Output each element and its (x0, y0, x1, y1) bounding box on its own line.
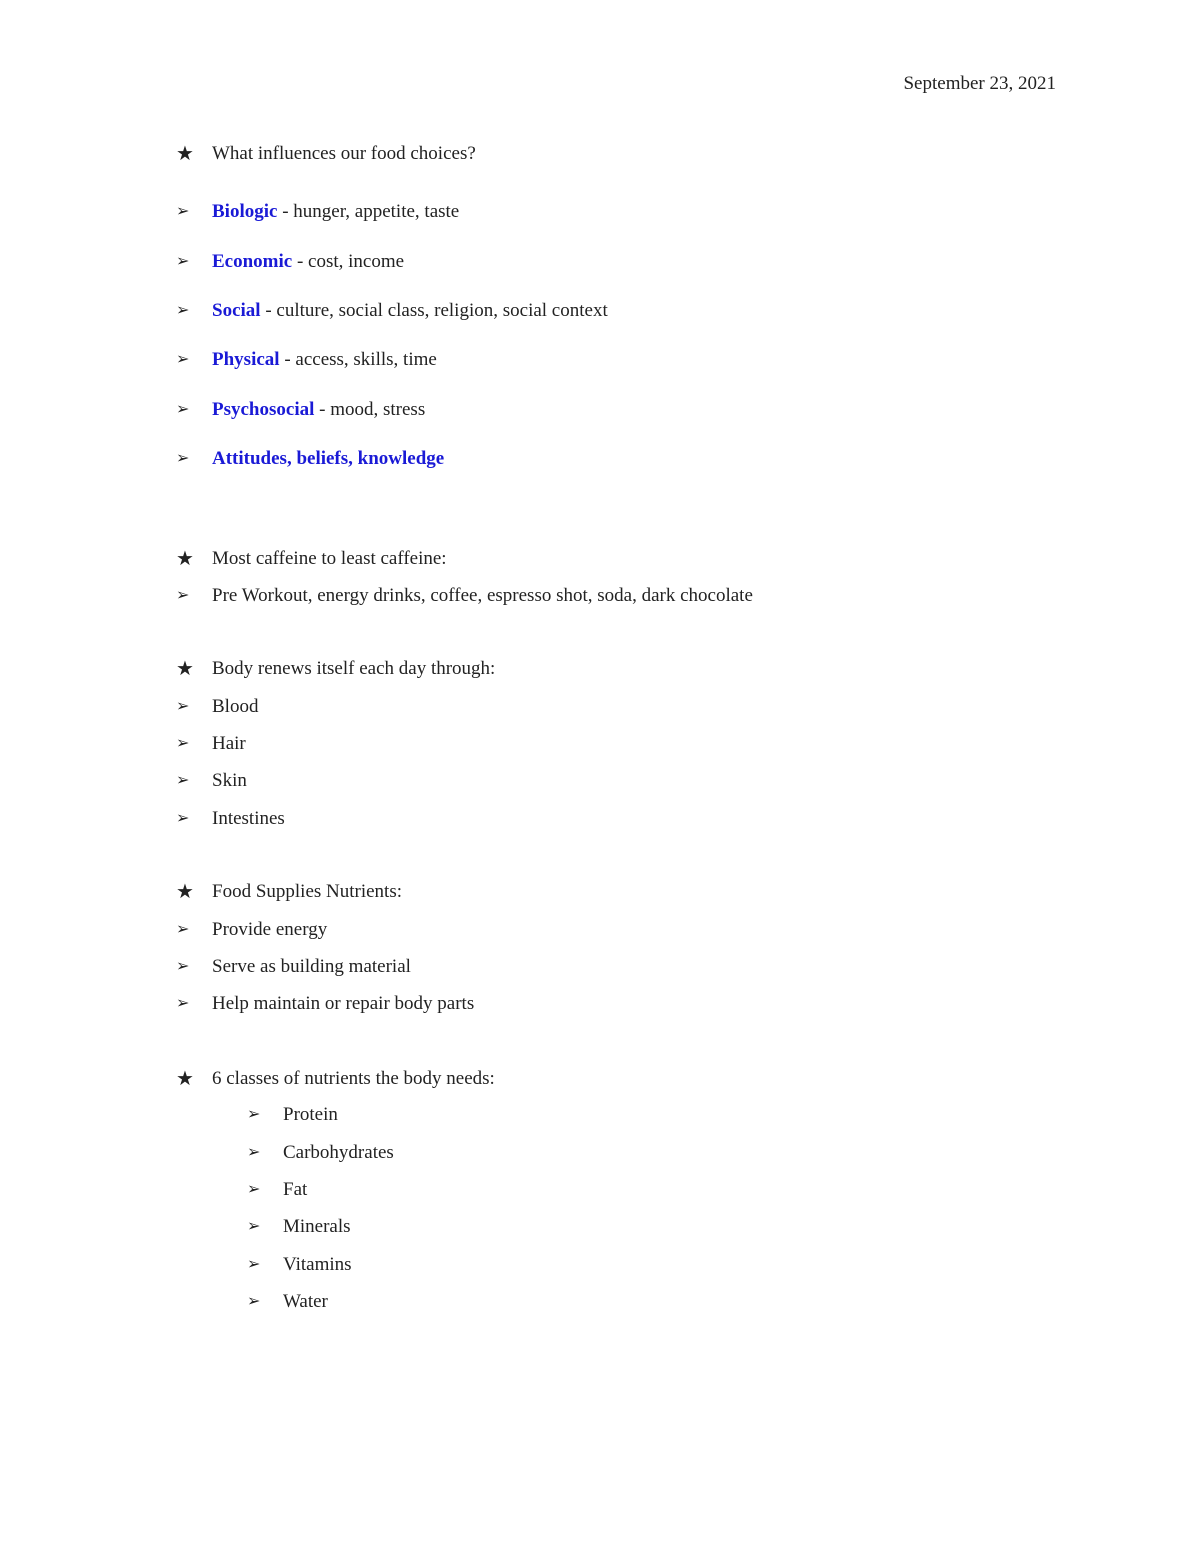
star-bullet-icon: ★ (176, 658, 194, 680)
arrow-bullet-icon: ➢ (247, 1106, 261, 1123)
arrow-bullet-icon: ➢ (176, 401, 190, 418)
star-bullet-icon: ★ (176, 548, 194, 570)
arrow-bullet-icon: ➢ (176, 253, 190, 270)
list-item-economic (212, 250, 404, 274)
list-item-social (212, 299, 608, 323)
list-item: Water (283, 1291, 328, 1312)
star-bullet-icon: ★ (176, 143, 194, 165)
list-item-physical (212, 348, 437, 372)
arrow-bullet-icon: ➢ (176, 587, 190, 604)
term-description: - cost, income (292, 251, 405, 272)
term-description: - culture, social class, religion, social context (260, 300, 608, 321)
list-item: Vitamins (283, 1254, 352, 1275)
arrow-bullet-icon: ➢ (176, 921, 190, 938)
arrow-bullet-icon: ➢ (176, 450, 190, 467)
page-date: September 23, 2021 (903, 73, 1056, 94)
list-item: Fat (283, 1179, 308, 1200)
arrow-bullet-icon: ➢ (247, 1181, 261, 1198)
term-label: Physical (212, 349, 280, 370)
list-item: Provide energy (212, 919, 328, 940)
section-heading-food-choices: What influences our food choices? (212, 143, 476, 164)
arrow-bullet-icon: ➢ (176, 203, 190, 220)
list-item: Skin (212, 770, 247, 791)
term-label: Biologic (212, 201, 278, 222)
arrow-bullet-icon: ➢ (176, 302, 190, 319)
term-label: Attitudes, beliefs, knowledge (212, 448, 445, 469)
term-label: Psychosocial (212, 399, 315, 420)
term-description: - access, skills, time (279, 349, 437, 370)
list-item: Protein (283, 1104, 338, 1125)
term-description: - mood, stress (314, 399, 426, 420)
arrow-bullet-icon: ➢ (176, 351, 190, 368)
term-description: - hunger, appetite, taste (277, 201, 460, 222)
star-bullet-icon: ★ (176, 1068, 194, 1090)
section-heading-body-renews: Body renews itself each day through: (212, 658, 496, 679)
arrow-bullet-icon: ➢ (176, 735, 190, 752)
arrow-bullet-icon: ➢ (247, 1293, 261, 1310)
arrow-bullet-icon: ➢ (247, 1218, 261, 1235)
list-item: Serve as building material (212, 956, 411, 977)
arrow-bullet-icon: ➢ (176, 772, 190, 789)
list-item: Intestines (212, 808, 285, 829)
list-item-psychosocial (212, 398, 425, 422)
list-item: Carbohydrates (283, 1142, 394, 1163)
arrow-bullet-icon: ➢ (176, 810, 190, 827)
list-item: Hair (212, 733, 246, 754)
section-heading-caffeine: Most caffeine to least caffeine: (212, 548, 447, 569)
list-item-attitudes (212, 447, 444, 471)
arrow-bullet-icon: ➢ (176, 958, 190, 975)
star-bullet-icon: ★ (176, 881, 194, 903)
term-label: Economic (212, 251, 293, 272)
arrow-bullet-icon: ➢ (176, 995, 190, 1012)
list-item-biologic (212, 200, 459, 224)
term-label: Social (212, 300, 261, 321)
list-item: Minerals (283, 1216, 351, 1237)
list-item: Pre Workout, energy drinks, coffee, espresso shot, soda, dark chocolate (212, 585, 753, 606)
arrow-bullet-icon: ➢ (176, 698, 190, 715)
section-heading-nutrient-classes: 6 classes of nutrients the body needs: (212, 1068, 495, 1089)
arrow-bullet-icon: ➢ (247, 1144, 261, 1161)
list-item: Blood (212, 696, 259, 717)
section-heading-food-supplies: Food Supplies Nutrients: (212, 881, 403, 902)
list-item: Help maintain or repair body parts (212, 993, 475, 1014)
arrow-bullet-icon: ➢ (247, 1256, 261, 1273)
